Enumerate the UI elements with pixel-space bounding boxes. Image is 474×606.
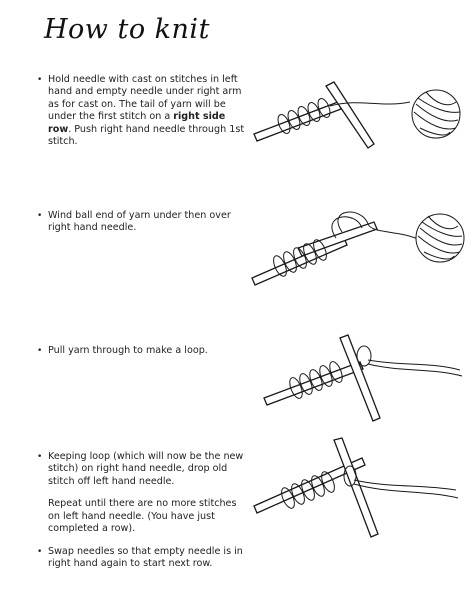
knitting-step-1-illustration-icon [250, 68, 470, 168]
step-2-text: Wind ball end of yarn under then over right hand needle. [48, 210, 231, 234]
step-4 [37, 451, 247, 535]
step-1-text: Hold needle with cast on stitches in left hand and empty needle under right arm as for cast on. The tail of yarn will be under the first stitch on a right side row. Push right hand needle through 1st stitch. [48, 74, 245, 148]
bullet: • [37, 346, 43, 356]
bullet: • [37, 75, 43, 85]
step-3-text: Pull yarn through to make a loop. [48, 345, 208, 356]
step-5-text: Swap needles so that empty needle is in right hand again to start next row. [48, 546, 243, 570]
step-2 [37, 210, 247, 235]
bullet: • [37, 452, 43, 462]
step-1 [37, 74, 247, 148]
bullet: • [37, 547, 43, 557]
step-5 [37, 546, 247, 571]
knitting-step-3-illustration-icon [260, 330, 470, 430]
step-4-text: Keeping loop (which will now be the new stitch) on right hand needle, drop old stitch off left hand needle. [48, 451, 244, 487]
bullet: • [37, 211, 43, 221]
step-3 [37, 345, 247, 357]
page-title: How to knit [44, 14, 210, 45]
knitting-step-4-illustration-icon [250, 436, 470, 546]
knitting-step-2-illustration-icon [250, 200, 470, 300]
step-4-note: Repeat until there are no more stitches on left hand needle. (You have just completed a row). [48, 498, 237, 535]
step-1-emphasis: right side row [48, 111, 226, 135]
